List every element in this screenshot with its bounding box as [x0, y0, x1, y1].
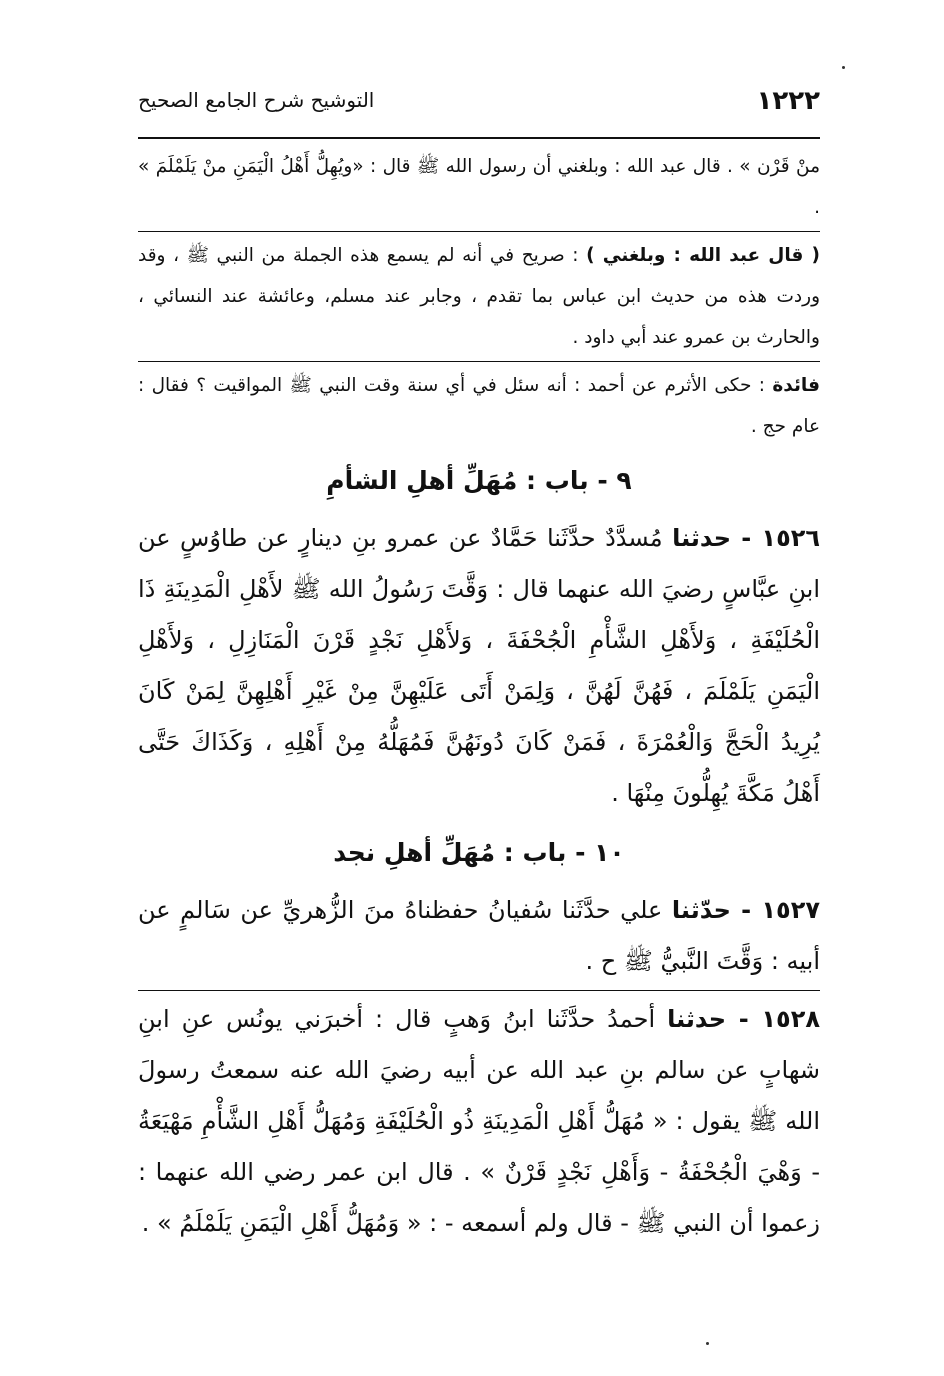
paragraph-separator — [138, 231, 820, 232]
scan-speck — [706, 1342, 709, 1345]
hadith-text: علي حدَّثَنا سُفيانُ حفظناهُ منَ الزُّهريِّ عن سَالمٍ عن أبيه : وَقَّتَ النَّبيُّ ﷺ ح . — [138, 896, 820, 975]
hadith-text: أحمدُ حدَّثَنا ابنُ وَهبٍ قال : أخبرَني يونُس عنِ ابنِ شهابٍ عن سالم بنِ عبد الله عن أبيه رضيَ الله عنه سمعتُ رسولَ الله ﷺ يقول : « مُهَلُّ أَهْلِ الْمَدِينَةِ ذُو الْحُلَيْفَةِ وَمُهَلُّ أَهْلِ الشَّأْمِ مَهْيَعَةُ - وَهْيَ الْجُحْفَةُ - وَأَهْلِ نَجْدٍ قَرْنٌ » . قال ابن عمر رضي الله عنهما : زعموا أن النبي ﷺ - قال ولم أسمعه - : « وَمُهَلُّ أَهْلِ الْيَمَنِ يَلَمْلَمُ » . — [138, 1005, 820, 1237]
page-header — [138, 86, 820, 126]
page-body — [138, 146, 820, 1249]
hadith-1526 — [138, 513, 820, 819]
commentary-paragraph-1: منْ قَرْن » . قال عبد الله : وبلغني أن رسول الله ﷺ قال : «ويُهِلُّ أَهْلُ الْيَمَنِ منْ يَلَمْلَمَ » . — [138, 156, 820, 218]
chapter-heading-9: ٩ - باب : مُهَلِّ أهلِ الشأمِ — [326, 466, 632, 495]
paragraph-separator — [138, 361, 820, 362]
hadith-1528 — [138, 994, 820, 1249]
paragraph-separator — [138, 990, 820, 991]
header-rule — [138, 137, 820, 139]
commentary-paragraph-3 — [138, 365, 820, 447]
hadith-number: ١٥٢٨ - حدثنا — [667, 1005, 820, 1033]
page-number: ١٢٢٢ — [756, 86, 820, 116]
faida-label: فائدة — [772, 375, 820, 396]
hadith-number: ١٥٢٧ - حدّثنا — [671, 896, 820, 924]
commentary-paragraph-2 — [138, 235, 820, 358]
commentary-text: : حكى الأثرم عن أحمد : أنه سئل في أي سنة وقت النبي ﷺ المواقيت ؟ فقال : عام حج . — [138, 375, 820, 437]
commentary-lead: ( قال عبد الله : وبلغني ) — [586, 245, 821, 266]
running-title: التوشيح شرح الجامع الصحيح — [138, 88, 375, 112]
hadith-text: مُسدَّدٌ حدَّثَنا حَمَّادٌ عن عمرو بنِ دينارٍ عن طاوُسٍ عن ابنِ عبَّاسٍ رضيَ الله عنهما قال : وَقَّتَ رَسُولُ الله ﷺ لأَهْلِ الْمَدِينَةِ ذَا الْحُلَيْفَةِ ، وَلأَهْلِ الشَّأْمِ الْجُحْفَةَ ، وَلأَهْلِ نَجْدٍ قَرْنَ الْمَنَازِلِ ، وَلأَهْلِ الْيَمَنِ يَلَمْلَمَ ، فَهُنَّ لَهُنَّ ، وَلِمَنْ أَتَى عَلَيْهِنَّ مِنْ غَيْرِ أَهْلِهِنَّ لِمَنْ كَانَ يُرِيدُ الْحَجَّ وَالْعُمْرَةَ ، فَمَنْ كَانَ دُونَهُنَّ فَمُهَلُّهُ مِنْ أَهْلِهِ ، وَكَذَاكَ حَتَّى أَهْلُ مَكَّةَ يُهِلُّونَ مِنْهَا . — [138, 524, 820, 807]
chapter-heading-10: ١٠ - باب : مُهَلِّ أهلِ نجد — [333, 838, 625, 867]
commentary-text: : صريح في أنه لم يسمع هذه الجملة من النبي ﷺ ، وقد وردت هذه من حديث ابن عباس بما تقدم ، وجابر عند مسلم، وعائشة عند النسائي ، والحارث بن عمرو عند أبي داود . — [138, 245, 820, 348]
hadith-number: ١٥٢٦ - حدثنا — [672, 524, 821, 552]
hadith-1527 — [138, 885, 820, 987]
scan-speck — [842, 66, 845, 69]
